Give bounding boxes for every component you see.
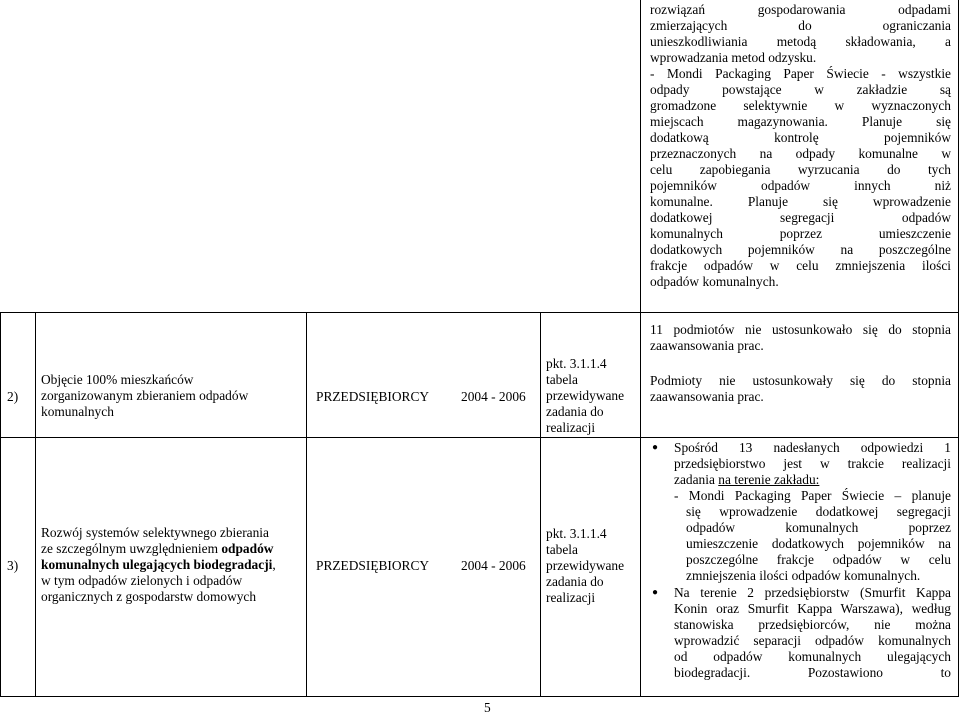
row2-executor: PRZEDSIĘBIORCY (316, 389, 430, 404)
text-line: zmniejszenia ilości odpadów komunalnych. (686, 568, 921, 583)
text-line: organicznych z gospodarstw domowych (41, 589, 257, 604)
bullet-icon: ● (652, 442, 659, 453)
bullet-item (650, 585, 951, 681)
text-line: przewidywane (546, 388, 625, 403)
text-line: dodatkowej segregacji odpadów (650, 210, 951, 225)
text-line: przedsiębiorstwo jest w trakcie realizacji (674, 456, 951, 471)
row2-reference (546, 356, 638, 436)
text-line: Objęcie 100% mieszkańców (41, 372, 194, 387)
text-line: zaawansowania prac. (650, 389, 764, 404)
row2-status (650, 322, 951, 354)
text-line: gromadzone selektywnie w wyznaczonych (650, 98, 951, 113)
text-line: w tym odpadów zielonych i odpadów (41, 573, 243, 588)
text-line: tabela (546, 372, 578, 387)
text-line: zadania do (546, 574, 604, 589)
text-line: pkt. 3.1.1.4 (546, 526, 607, 541)
text-line: - Mondi Packaging Paper Świecie - wszystkie (650, 66, 951, 81)
text-line: miejscach magazynowania. Planuje się (650, 114, 951, 129)
row-divider-mid (0, 437, 959, 438)
text-line: biodegradacji. Pozostawiono to (674, 665, 951, 680)
page-number: 5 (484, 700, 491, 715)
text-line: celu zapobiegania wyrzucania do tych (650, 162, 951, 177)
text-line: Rozwój systemów selektywnego zbierania (41, 525, 269, 540)
text-line: dodatkową kontrolę pojemników (650, 130, 951, 145)
text-line: frakcje odpadów w celu zmniejszenia ilości (650, 258, 951, 273)
text-line: się wprowadzenie dodatkowej segregacji (686, 504, 951, 519)
text-line: rozwiązań gospodarowania odpadami (650, 2, 951, 17)
column-divider-2 (306, 312, 307, 697)
text-line: stanowiska przedsiębiorców, nie można (674, 617, 951, 632)
bold-text: odpadów (221, 541, 274, 556)
table-border-right (958, 0, 959, 697)
text-line: Konin oraz Smurfit Kappa Warszawa), według (674, 601, 951, 616)
text-line: realizacji (546, 420, 596, 435)
row-divider-top (0, 312, 959, 313)
text-line: odpadów komunalnych poprzez (686, 520, 951, 535)
text-line: 11 podmiotów nie ustosunkowało się do stopnia (650, 322, 951, 337)
row3-status (650, 440, 951, 681)
row2-task (41, 372, 303, 420)
text-line: realizacji (546, 590, 596, 605)
top-status-cell (650, 2, 951, 290)
row3-period: 2004 - 2006 (461, 558, 526, 573)
text-line: wprowadzania metod odzysku. (650, 50, 817, 65)
text-line: Na terenie 2 przedsiębiorstw (Smurfit Kappa (674, 585, 951, 600)
text-line: zorganizowanym zbieraniem odpadów (41, 388, 249, 403)
table-border-left (0, 312, 1, 697)
text-line: - Mondi Packaging Paper Świecie – planuje (674, 488, 951, 503)
text-line: pojemników odpadów innych niż (650, 178, 951, 193)
text-line: komunalnych (41, 404, 114, 419)
text-line: komunalne. Planuje się wprowadzenie (650, 194, 951, 209)
text-span: ze szczególnym uwzględnieniem (41, 541, 218, 556)
bullet-icon: ● (652, 587, 659, 598)
row3-number: 3) (7, 558, 19, 573)
text-line: dodatkowych pojemników na poszczególne (650, 242, 951, 257)
row2-period: 2004 - 2006 (461, 389, 526, 404)
row2-status-2 (650, 373, 951, 405)
row3-executor: PRZEDSIĘBIORCY (316, 558, 430, 573)
text-line (674, 472, 951, 488)
text-line: zmierzających do ograniczania (650, 18, 951, 33)
row2-number: 2) (7, 389, 19, 404)
text-line: pkt. 3.1.1.4 (546, 356, 607, 371)
text-line: przeznaczonych na odpady komunalne w (650, 146, 951, 161)
text-line: tabela (546, 542, 578, 557)
text-line: zadania do (546, 404, 604, 419)
row3-task (41, 525, 303, 605)
text-line: od odpadów komunalnych ulegających (674, 649, 951, 664)
table-border-bottom (0, 696, 959, 697)
row3-reference (546, 526, 638, 606)
text-line: poszczególne frakcje odpadów w celu (686, 552, 951, 567)
text-line (41, 557, 303, 573)
text-line (41, 541, 303, 557)
column-divider-3 (540, 312, 541, 697)
text-line: komunalnych poprzez umieszczenie (650, 226, 951, 241)
text-line: umieszczenie dodatkowych pojemników na (686, 536, 951, 551)
text-line: Spośród 13 nadesłanych odpowiedzi 1 (674, 440, 951, 455)
text-line: odpady powstające w zakładzie są (650, 82, 951, 97)
bold-text: komunalnych ulegających biodegradacji (41, 557, 273, 572)
text-line: Podmioty nie ustosunkowały się do stopnia (650, 373, 951, 388)
text-line: przewidywane (546, 558, 625, 573)
text-line: zaawansowania prac. (650, 338, 764, 353)
bullet-item (650, 440, 951, 584)
underlined-text: na terenie zakładu: (718, 472, 820, 487)
column-divider-1 (35, 312, 36, 697)
text-span: zadania (674, 472, 715, 487)
column-divider-4 (640, 0, 641, 697)
text-span: , (272, 557, 276, 572)
text-line: wprowadzić separacji odpadów komunalnych (674, 633, 951, 648)
text-line: odpadów komunalnych. (650, 274, 779, 289)
text-line: unieszkodliwiania metodą składowania, a (650, 34, 951, 49)
